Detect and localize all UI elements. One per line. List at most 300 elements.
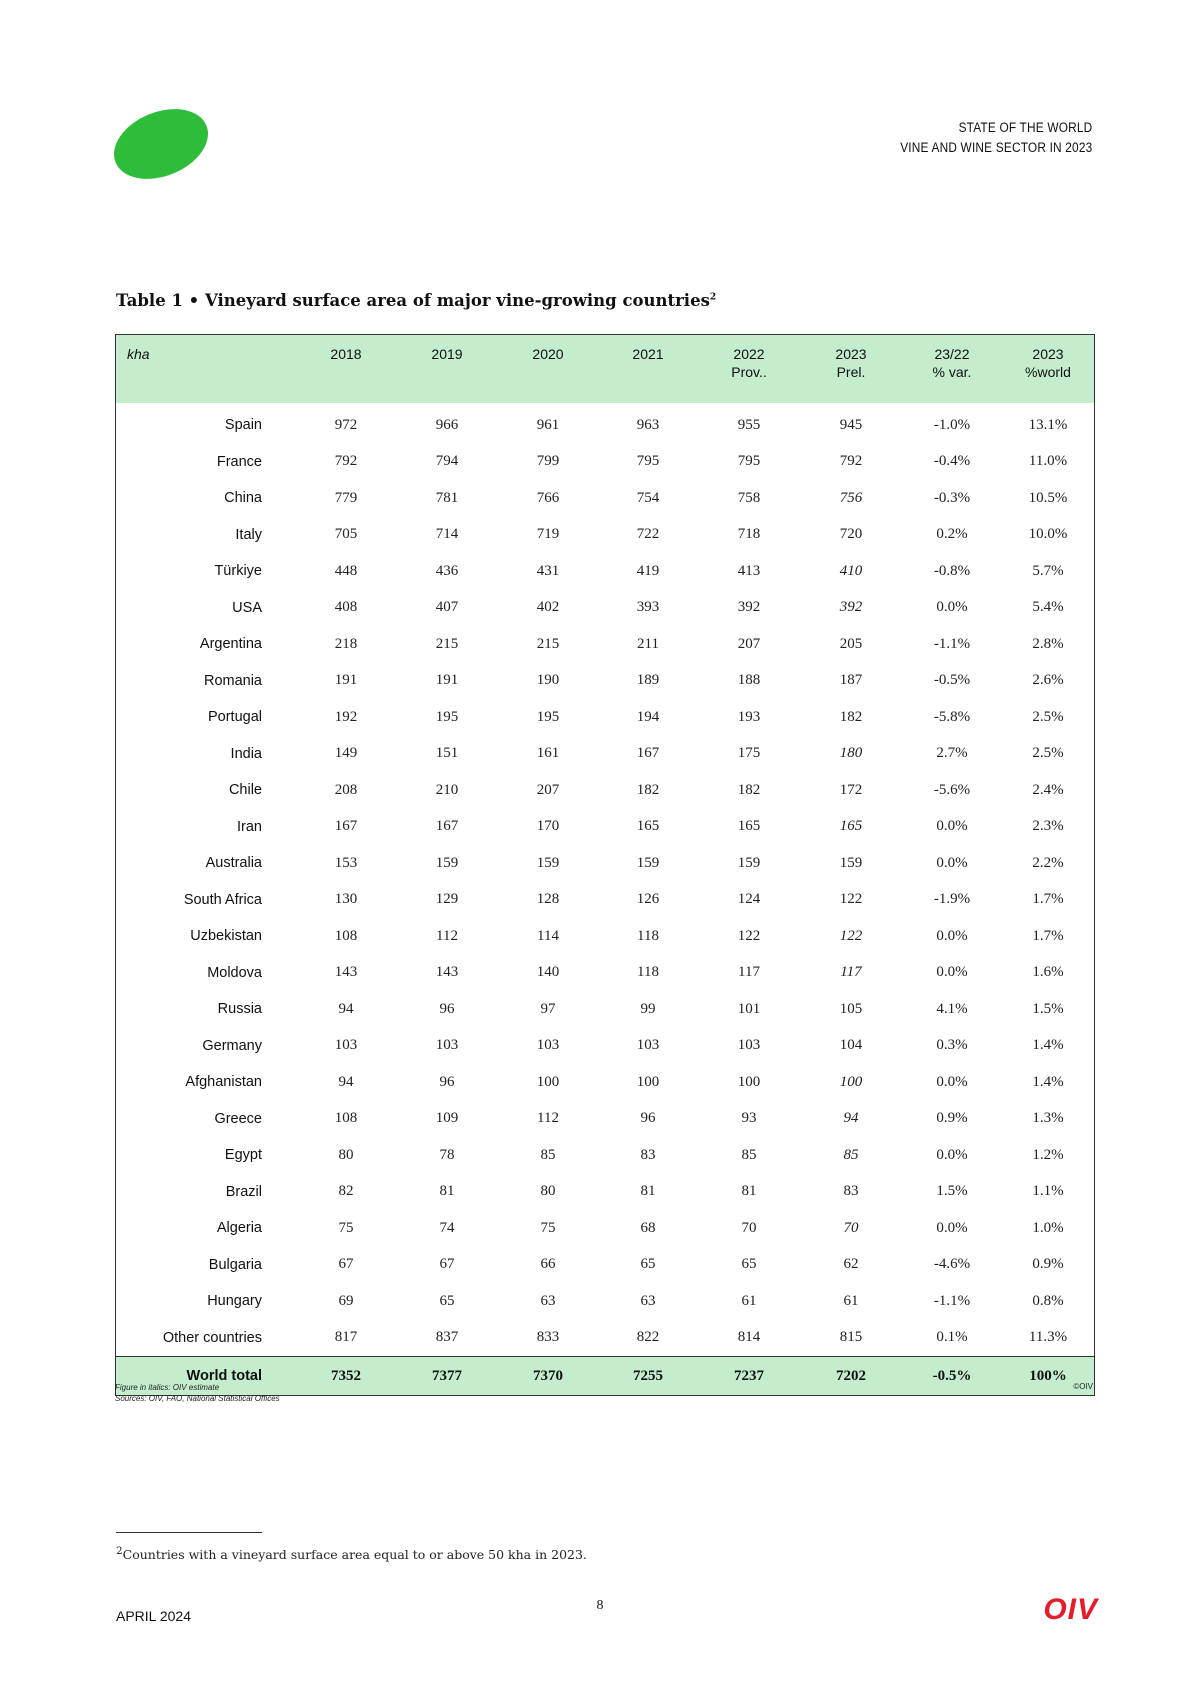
table-cell: -0.4% <box>933 453 971 470</box>
total-cell: 7255 <box>633 1367 663 1384</box>
table-cell: 2.5% <box>1032 708 1064 725</box>
table-cell: 175 <box>737 745 761 762</box>
table-row <box>116 626 1094 663</box>
table-cell: 80 <box>338 1146 354 1163</box>
table-cell: 2.5% <box>1032 745 1064 762</box>
column-header <box>698 335 800 403</box>
table-cell: 104 <box>839 1037 863 1054</box>
column-header-line1: 2020 <box>532 346 564 362</box>
oiv-green-blob-logo <box>104 96 219 192</box>
table-cell: 94 <box>338 1073 354 1090</box>
table-cell: 207 <box>737 635 761 652</box>
table-cell: 1.1% <box>1032 1183 1064 1200</box>
table-cell: 128 <box>536 891 560 908</box>
table-cell: 61 <box>843 1292 859 1309</box>
table-cell: 96 <box>439 1000 455 1017</box>
table-row <box>116 1028 1094 1065</box>
table-cell: 837 <box>435 1329 459 1346</box>
caption-footnote-ref: 2 <box>709 292 717 303</box>
table-row <box>116 403 1094 444</box>
table-cell: 792 <box>334 453 358 470</box>
table-cell: 62 <box>843 1256 859 1273</box>
table-row <box>116 845 1094 882</box>
table-cell: 720 <box>839 526 863 543</box>
table-cell: 96 <box>640 1110 656 1127</box>
table-cell: 13.1% <box>1028 416 1068 433</box>
table-cell: 779 <box>334 489 358 506</box>
table-cell: 122 <box>737 927 761 944</box>
table-header-row <box>116 335 1094 403</box>
table-cell: 817 <box>334 1329 358 1346</box>
table-cell: 165 <box>839 818 863 835</box>
table-cell: 65 <box>640 1256 656 1273</box>
table-cell: 408 <box>334 599 358 616</box>
table-cell: 67 <box>338 1256 354 1273</box>
column-header-line1: 23/22 <box>934 346 970 362</box>
table-cell: 1.4% <box>1032 1073 1064 1090</box>
table-row <box>116 1101 1094 1138</box>
table-notes <box>115 1382 280 1404</box>
table-cell: 4.1% <box>936 1000 968 1017</box>
table-cell: 1.5% <box>936 1183 968 1200</box>
table-cell: 431 <box>536 562 560 579</box>
table-cell: 208 <box>334 781 358 798</box>
table-cell: -1.1% <box>933 1292 971 1309</box>
table-row <box>116 553 1094 590</box>
table-cell: 167 <box>334 818 358 835</box>
table-cell: 114 <box>537 927 559 944</box>
table-cell: 2.4% <box>1032 781 1064 798</box>
table-cell: 161 <box>536 745 560 762</box>
table-body <box>116 403 1094 1357</box>
table-cell: 393 <box>636 599 660 616</box>
table-caption-text: Table 1 • Vineyard surface area of major vine-growing countries <box>116 291 710 310</box>
table-cell: 103 <box>334 1037 358 1054</box>
country-name: France <box>216 453 262 470</box>
column-header-line1: 2023 <box>835 346 867 362</box>
table-cell: 756 <box>839 489 863 506</box>
vineyard-surface-table <box>116 335 1094 1395</box>
table-cell: 436 <box>435 562 459 579</box>
table-cell: 65 <box>741 1256 757 1273</box>
table-cell: 100 <box>839 1073 863 1090</box>
table-cell: 70 <box>843 1219 859 1236</box>
table-cell: 2.3% <box>1032 818 1064 835</box>
table-cell: 109 <box>435 1110 459 1127</box>
table-cell: 74 <box>439 1219 455 1236</box>
table-cell: 718 <box>737 526 761 543</box>
table-cell: 0.0% <box>936 854 968 871</box>
table-cell: 112 <box>537 1110 559 1127</box>
table-cell: 122 <box>839 927 863 944</box>
table-cell: 153 <box>334 854 358 871</box>
country-name: Portugal <box>207 709 262 726</box>
table-cell: 117 <box>738 964 760 981</box>
table-row <box>116 1064 1094 1101</box>
table-cell: 143 <box>435 964 459 981</box>
table-cell: 159 <box>435 854 459 871</box>
table-cell: 191 <box>334 672 358 689</box>
table-cell: 814 <box>737 1329 761 1346</box>
table-cell: 795 <box>737 453 761 470</box>
table-row <box>116 736 1094 773</box>
footnote-text: Countries with a vineyard surface area equal to or above 50 kha in 2023. <box>122 1547 587 1563</box>
country-name: Hungary <box>207 1293 262 1310</box>
column-header-line1: 2019 <box>431 346 463 362</box>
table-cell: 1.7% <box>1032 927 1064 944</box>
table-cell: 2.7% <box>936 745 968 762</box>
total-cell: 7370 <box>533 1367 563 1384</box>
table-cell: 792 <box>839 453 863 470</box>
column-header-line1: 2021 <box>632 346 664 362</box>
table-row <box>116 882 1094 919</box>
table-cell: 100 <box>737 1073 761 1090</box>
sources-note: Sources: OIV, FAO, National Statistical Offices <box>115 1394 280 1403</box>
table-cell: 61 <box>741 1292 757 1309</box>
table-cell: -5.8% <box>933 708 971 725</box>
table-cell: 80 <box>540 1183 556 1200</box>
table-cell: 81 <box>439 1183 455 1200</box>
table-row <box>116 1137 1094 1174</box>
table-cell: -1.0% <box>933 416 971 433</box>
table-cell: 85 <box>741 1146 757 1163</box>
table-cell: -1.1% <box>933 635 971 652</box>
table-cell: 207 <box>536 781 560 798</box>
document-header <box>900 118 1092 158</box>
footer-date: APRIL 2024 <box>116 1608 191 1624</box>
table-cell: 67 <box>439 1256 455 1273</box>
country-name: Russia <box>217 1001 262 1018</box>
table-cell: 195 <box>536 708 560 725</box>
country-name: Argentina <box>199 636 262 653</box>
table-cell: 180 <box>839 745 863 762</box>
table-cell: -1.9% <box>933 891 971 908</box>
table-cell: 781 <box>435 489 459 506</box>
table-cell: 2.8% <box>1032 635 1064 652</box>
table-cell: 193 <box>737 708 761 725</box>
table-cell: 419 <box>636 562 660 579</box>
table-row <box>116 444 1094 481</box>
table-cell: 799 <box>536 453 560 470</box>
country-name: Greece <box>214 1110 262 1127</box>
table-cell: 129 <box>435 891 459 908</box>
table-cell: 714 <box>435 526 459 543</box>
country-name: Moldova <box>207 964 262 981</box>
table-cell: 100 <box>636 1073 660 1090</box>
table-cell: 96 <box>439 1073 455 1090</box>
table-row <box>116 1174 1094 1211</box>
table-cell: 103 <box>636 1037 660 1054</box>
country-name: USA <box>232 599 262 616</box>
country-name: Bulgaria <box>208 1256 262 1273</box>
table-cell: 963 <box>636 416 660 433</box>
table-cell: 1.6% <box>1032 964 1064 981</box>
column-header <box>902 335 1002 403</box>
table-cell: 99 <box>640 1000 656 1017</box>
table-cell: 165 <box>636 818 660 835</box>
table-cell: 10.0% <box>1028 526 1068 543</box>
table-cell: 0.0% <box>936 818 968 835</box>
country-name: Australia <box>205 855 262 872</box>
table-cell: 94 <box>843 1110 859 1127</box>
table-cell: 972 <box>334 416 358 433</box>
table-cell: 210 <box>435 781 459 798</box>
table-cell: 81 <box>640 1183 656 1200</box>
table-cell: 722 <box>636 526 660 543</box>
table-cell: 118 <box>637 964 659 981</box>
footnote-divider <box>116 1532 262 1533</box>
table-cell: 66 <box>540 1256 556 1273</box>
table-row <box>116 1247 1094 1284</box>
table-cell: 822 <box>636 1329 660 1346</box>
country-name: South Africa <box>183 891 262 908</box>
table-cell: 103 <box>536 1037 560 1054</box>
table-cell: 402 <box>536 599 560 616</box>
table-cell: 165 <box>737 818 761 835</box>
table-cell: 93 <box>741 1110 757 1127</box>
table-cell: 2.6% <box>1032 672 1064 689</box>
table-cell: 118 <box>637 927 659 944</box>
column-header <box>296 335 396 403</box>
table-cell: 85 <box>540 1146 556 1163</box>
table-cell: 167 <box>435 818 459 835</box>
country-name: Egypt <box>224 1147 262 1164</box>
table-row <box>116 772 1094 809</box>
table-cell: 159 <box>839 854 863 871</box>
table-cell: 0.8% <box>1032 1292 1064 1309</box>
table-cell: 140 <box>536 964 560 981</box>
table-cell: 108 <box>334 1110 358 1127</box>
table-cell: 159 <box>737 854 761 871</box>
table-cell: 103 <box>435 1037 459 1054</box>
table-cell: 149 <box>334 745 358 762</box>
table-cell: 1.2% <box>1032 1146 1064 1163</box>
table-row <box>116 918 1094 955</box>
footnote-mark: 2 <box>116 1545 123 1557</box>
table-cell: 407 <box>435 599 459 616</box>
table-cell: 187 <box>839 672 863 689</box>
table-cell: 194 <box>636 708 660 725</box>
table-cell: 410 <box>839 562 863 579</box>
table-row <box>116 517 1094 554</box>
total-cell: 7377 <box>432 1367 462 1384</box>
total-cell: 7202 <box>836 1367 866 1384</box>
table-cell: 205 <box>839 635 863 652</box>
table-cell: 63 <box>540 1292 556 1309</box>
table-cell: 705 <box>334 526 358 543</box>
table-cell: 211 <box>637 635 659 652</box>
table-cell: 0.2% <box>936 526 968 543</box>
table-cell: 758 <box>737 489 761 506</box>
column-header-line1: 2023 <box>1032 346 1064 362</box>
header-line-1: STATE OF THE WORLD <box>958 120 1092 135</box>
table-cell: 1.3% <box>1032 1110 1064 1127</box>
header-line-2: VINE AND WINE SECTOR IN 2023 <box>899 140 1092 155</box>
country-name: Brazil <box>225 1183 262 1200</box>
table-cell: 151 <box>435 745 459 762</box>
table-cell: 1.5% <box>1032 1000 1064 1017</box>
table-cell: 130 <box>334 891 358 908</box>
table-cell: 124 <box>737 891 761 908</box>
table-cell: 1.4% <box>1032 1037 1064 1054</box>
country-name: China <box>224 490 262 507</box>
table-cell: 0.9% <box>936 1110 968 1127</box>
table-cell: 195 <box>435 708 459 725</box>
table-cell: 5.4% <box>1032 599 1064 616</box>
table-cell: 75 <box>540 1219 556 1236</box>
table-cell: -4.6% <box>933 1256 971 1273</box>
column-header-line2: % var. <box>932 364 972 380</box>
table-cell: 719 <box>536 526 560 543</box>
table-cell: 70 <box>741 1219 757 1236</box>
table-cell: 0.0% <box>936 1073 968 1090</box>
country-name: Türkiye <box>214 563 262 580</box>
country-name: Iran <box>237 818 262 835</box>
table-row <box>116 1210 1094 1247</box>
column-header <box>1002 335 1094 403</box>
unit-header: kha <box>127 346 150 362</box>
table-cell: 0.9% <box>1032 1256 1064 1273</box>
table-cell: 69 <box>338 1292 354 1309</box>
page-number: 8 <box>596 1598 604 1613</box>
table-cell: 75 <box>338 1219 354 1236</box>
footnote <box>116 1545 587 1562</box>
table-caption <box>116 291 716 310</box>
table-cell: 0.0% <box>936 1146 968 1163</box>
table-cell: 170 <box>536 818 560 835</box>
table-cell: 11.3% <box>1028 1329 1068 1346</box>
table-row <box>116 991 1094 1028</box>
country-name: Italy <box>235 526 262 543</box>
table-cell: 0.3% <box>936 1037 968 1054</box>
table-cell: 191 <box>435 672 459 689</box>
table-row <box>116 590 1094 627</box>
table-cell: 83 <box>843 1183 859 1200</box>
table-row <box>116 480 1094 517</box>
table-cell: -0.3% <box>933 489 971 506</box>
table-cell: 392 <box>737 599 761 616</box>
table-cell: 766 <box>536 489 560 506</box>
table-cell: 159 <box>636 854 660 871</box>
table-cell: 126 <box>636 891 660 908</box>
table-cell: 0.0% <box>936 927 968 944</box>
table-cell: 83 <box>640 1146 656 1163</box>
column-header-line2: %world <box>1025 364 1071 380</box>
table-cell: 192 <box>334 708 358 725</box>
table-cell: 78 <box>439 1146 455 1163</box>
country-name: Afghanistan <box>185 1074 262 1091</box>
table-cell: 392 <box>839 599 863 616</box>
table-cell: 190 <box>536 672 560 689</box>
table-cell: 172 <box>839 781 863 798</box>
table-cell: -5.6% <box>933 781 971 798</box>
table-cell: 961 <box>536 416 560 433</box>
estimate-note: Figure in italics: OIV estimate <box>115 1383 220 1392</box>
copyright: ©OIV <box>1073 1382 1093 1391</box>
table-cell: 101 <box>737 1000 761 1017</box>
total-label: World total <box>186 1368 262 1384</box>
table-cell: 0.0% <box>936 964 968 981</box>
table-cell: 85 <box>843 1146 859 1163</box>
table-cell: 11.0% <box>1028 453 1068 470</box>
table-cell: 167 <box>636 745 660 762</box>
table-cell: 108 <box>334 927 358 944</box>
table-cell: 103 <box>737 1037 761 1054</box>
column-header <box>498 335 598 403</box>
table-cell: 182 <box>839 708 863 725</box>
table-row <box>116 1283 1094 1320</box>
table-cell: 0.0% <box>936 1219 968 1236</box>
table-cell: 794 <box>435 453 459 470</box>
column-header <box>598 335 698 403</box>
column-header-line1: 2022 <box>733 346 765 362</box>
total-cell: 7237 <box>734 1367 764 1384</box>
country-name: Other countries <box>162 1329 262 1346</box>
column-header <box>396 335 498 403</box>
table-cell: 68 <box>640 1219 656 1236</box>
table-cell: 1.7% <box>1032 891 1064 908</box>
table-cell: 218 <box>334 635 358 652</box>
column-header-line2: Prel. <box>836 364 866 380</box>
total-cell: -0.5% <box>932 1367 972 1384</box>
table-row <box>116 663 1094 700</box>
table-cell: 63 <box>640 1292 656 1309</box>
table-cell: 2.2% <box>1032 854 1064 871</box>
table-cell: 112 <box>436 927 458 944</box>
table-cell: 159 <box>536 854 560 871</box>
country-name: India <box>230 745 262 762</box>
table-cell: 182 <box>636 781 660 798</box>
table-row <box>116 955 1094 992</box>
table-cell: 143 <box>334 964 358 981</box>
table-cell: -0.5% <box>933 672 971 689</box>
table-cell: 448 <box>334 562 358 579</box>
table-cell: 82 <box>338 1183 354 1200</box>
table-cell: 100 <box>536 1073 560 1090</box>
table-cell: 117 <box>840 964 862 981</box>
table-cell: 10.5% <box>1028 489 1068 506</box>
table-cell: 105 <box>839 1000 863 1017</box>
table-cell: 1.0% <box>1032 1219 1064 1236</box>
table-cell: 97 <box>540 1000 556 1017</box>
country-name: Germany <box>202 1037 262 1054</box>
table-row <box>116 699 1094 736</box>
column-header-line2: Prov.. <box>731 364 767 380</box>
table-cell: 795 <box>636 453 660 470</box>
table-cell: 966 <box>435 416 459 433</box>
table-cell: 5.7% <box>1032 562 1064 579</box>
column-header <box>800 335 902 403</box>
table-cell: 122 <box>839 891 863 908</box>
table-row <box>116 809 1094 846</box>
table-cell: 189 <box>636 672 660 689</box>
table-cell: 413 <box>737 562 761 579</box>
table-cell: 754 <box>636 489 660 506</box>
table-cell: 833 <box>536 1329 560 1346</box>
table-cell: 188 <box>737 672 761 689</box>
table-cell: 0.1% <box>936 1329 968 1346</box>
country-name: Spain <box>224 417 262 434</box>
table-cell: 215 <box>435 635 459 652</box>
table-cell: 945 <box>839 416 863 433</box>
table-cell: 0.0% <box>936 599 968 616</box>
table-row <box>116 1320 1094 1357</box>
country-name: Uzbekistan <box>190 928 262 945</box>
country-name: Romania <box>203 672 262 689</box>
table-cell: 81 <box>741 1183 757 1200</box>
vineyard-table-container <box>115 334 1095 1396</box>
total-cell: 100% <box>1029 1367 1067 1384</box>
